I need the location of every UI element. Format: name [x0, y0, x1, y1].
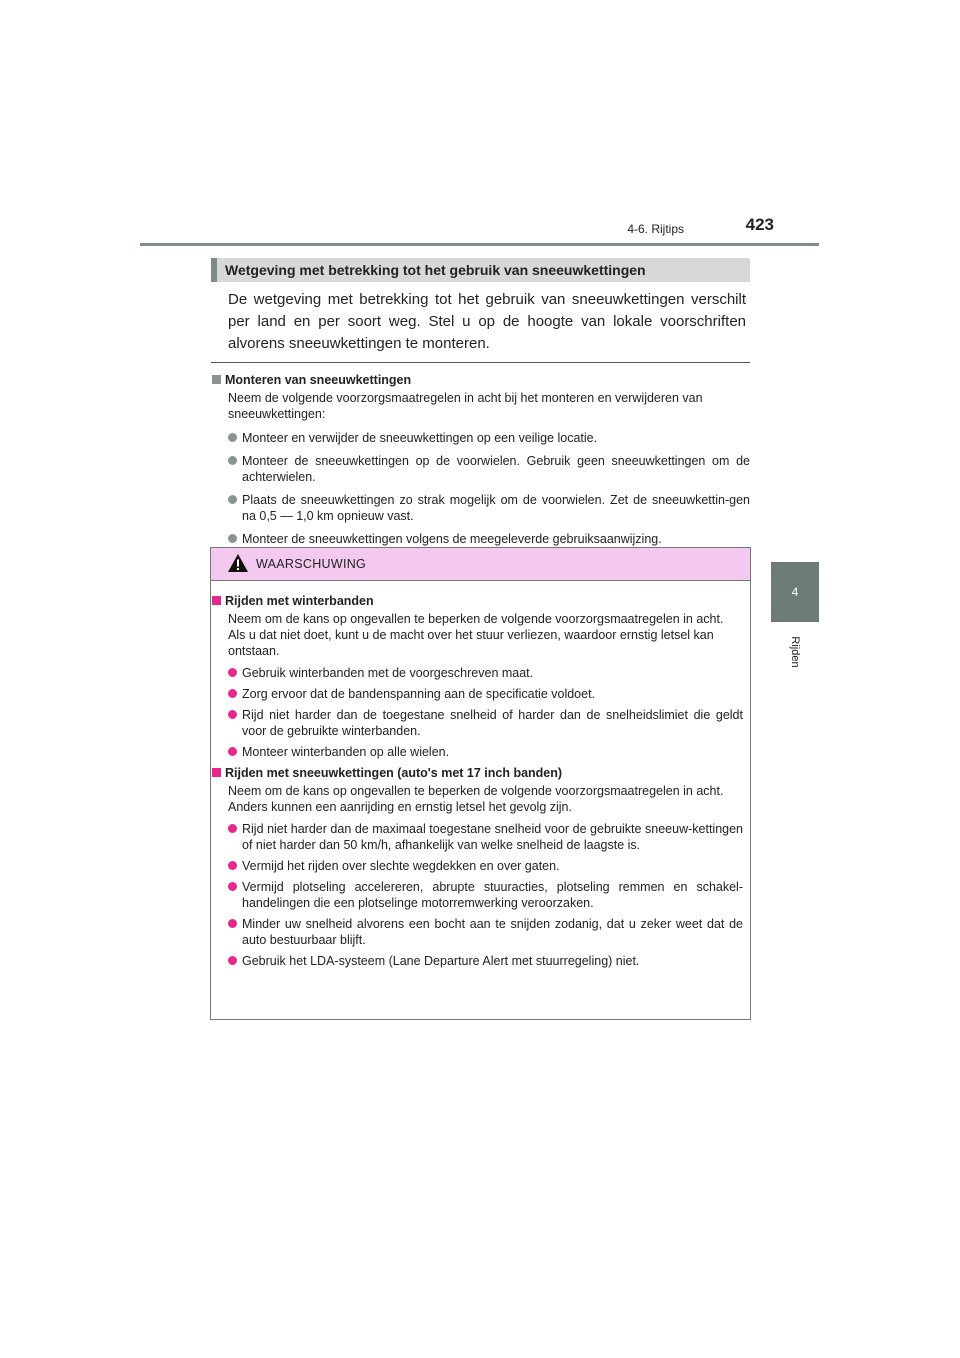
chapter-label-text: Rijden — [789, 636, 801, 668]
list-item: Gebruik het LDA-systeem (Lane Departure Alert met stuurregeling) niet. — [228, 953, 743, 969]
snow-chains-title: Rijden met sneeuwkettingen (auto's met 17 inch banden) — [212, 765, 743, 781]
circle-bullet-icon — [228, 495, 237, 504]
list-item: Gebruik winterbanden met de voorgeschreven maat. — [228, 665, 743, 681]
chapter-label — [784, 632, 806, 692]
list-item: Monteer winterbanden op alle wielen. — [228, 744, 743, 760]
chapter-tab: 4 — [771, 562, 819, 622]
warning-content — [211, 593, 743, 969]
list-item: Monteer de sneeuwkettingen volgens de meegeleverde gebruiksaanwijzing. — [228, 531, 750, 547]
circle-bullet-icon — [228, 534, 237, 543]
warning-title: WAARSCHUWING — [256, 557, 367, 571]
circle-bullet-icon — [228, 433, 237, 442]
warning-box — [210, 547, 751, 1020]
square-bullet-icon — [212, 375, 221, 384]
list-item: Vermijd het rijden over slechte wegdekken en over gaten. — [228, 858, 743, 874]
section-heading-bar — [211, 258, 217, 282]
intro-paragraph: De wetgeving met betrekking tot het gebruik van sneeuwkettingen verschilt per land en per soort weg. Stel u op de hoogte van lokale voorschriften alvorens sneeuwkettingen te monteren. — [228, 291, 746, 352]
winter-tires-text: Neem om de kans op ongevallen te beperken de volgende voorzorgsmaatregelen in acht. — [228, 612, 724, 626]
circle-bullet-icon — [228, 919, 237, 928]
winter-tires-text-2: Als u dat niet doet, kunt u de macht over het stuur verliezen, waardoor ernstig letsel kan ontstaan. — [228, 628, 714, 658]
circle-bullet-icon — [228, 668, 237, 677]
circle-bullet-icon — [228, 689, 237, 698]
list-item: Monteer en verwijder de sneeuwkettingen op een veilige locatie. — [228, 430, 750, 446]
circle-bullet-icon — [228, 456, 237, 465]
snow-chains-text-2: Anders kunnen een aanrijding en ernstig letsel het gevolg zijn. — [228, 800, 572, 814]
mounting-section — [211, 372, 750, 547]
circle-bullet-icon — [228, 861, 237, 870]
list-item: Plaats de sneeuwkettingen zo strak mogelijk om de voorwielen. Zet de sneeuwkettin-gen na 0,5 — 1,0 km opnieuw vast. — [228, 492, 750, 524]
section-heading-text: Wetgeving met betrekking tot het gebruik van sneeuwkettingen — [225, 262, 646, 278]
list-item: Rijd niet harder dan de toegestane snelheid of harder dan de snelheidslimiet die geldt voor de gebruikte winterbanden. — [228, 707, 743, 739]
list-item: Monteer de sneeuwkettingen op de voorwielen. Gebruik geen sneeuwkettingen om de achterwielen. — [228, 453, 750, 485]
header-rule — [140, 243, 819, 246]
square-bullet-icon — [212, 768, 221, 777]
circle-bullet-icon — [228, 956, 237, 965]
warning-header — [211, 548, 750, 581]
list-item: Vermijd plotseling accelereren, abrupte stuuracties, plotseling remmen en schakel-handelingen die een plotselinge motorremwerking veroorzaken. — [228, 879, 743, 911]
list-item: Rijd niet harder dan de maximaal toegestane snelheid voor de gebruikte sneeuw-kettingen of niet harder dan 50 km/h, afhankelijk van welke snelheid de laagste is. — [228, 821, 743, 853]
mounting-title — [212, 372, 750, 388]
snow-chains-text: Neem om de kans op ongevallen te beperken de volgende voorzorgsmaatregelen in acht. — [228, 784, 724, 798]
circle-bullet-icon — [228, 747, 237, 756]
warning-triangle-icon — [227, 553, 249, 573]
page-number: 423 — [745, 215, 774, 234]
square-bullet-icon — [212, 596, 221, 605]
circle-bullet-icon — [228, 710, 237, 719]
mounting-text: Neem de volgende voorzorgsmaatregelen in acht bij het monteren en verwijderen van sneeuwkettingen: — [228, 391, 703, 421]
mounting-title-text: Monteren van sneeuwkettingen — [225, 373, 412, 387]
section-heading — [211, 258, 750, 282]
winter-tires-title: Rijden met winterbanden — [212, 593, 743, 609]
circle-bullet-icon — [228, 824, 237, 833]
list-item: Zorg ervoor dat de bandenspanning aan de specificatie voldoet. — [228, 686, 743, 702]
section-label: 4-6. Rijtips — [627, 222, 684, 236]
circle-bullet-icon — [228, 882, 237, 891]
divider — [211, 362, 750, 363]
list-item: Minder uw snelheid alvorens een bocht aan te snijden zodanig, dat u zeker weet dat de auto bestuurbaar blijft. — [228, 916, 743, 948]
